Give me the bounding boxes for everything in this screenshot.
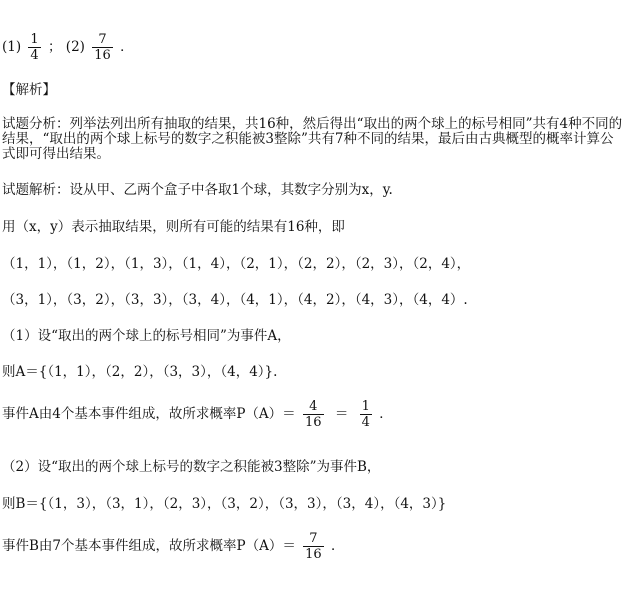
part1-definition: （1）设“取出的两个球上的标号相同”为事件A， <box>2 328 291 344</box>
part1-result-text: 事件A由4个基本事件组成，故所求概率P（A）＝ <box>2 406 296 422</box>
outcomes-row-2: （3，1），（3，2），（3，3），（3，4），（4，1），（4，2），（4，3），（4，4）. <box>2 292 468 308</box>
part2-fraction <box>303 531 324 562</box>
answer2-denominator: 16 <box>94 48 111 63</box>
outcomes-intro: 用（x，y）表示抽取结果，则所有可能的结果有16种，即 <box>2 219 345 235</box>
outcomes-row-1: （1，1），（1，2），（1，3），（1，4），（2，1），（2，2），（2，3），（2，4）， <box>2 256 471 272</box>
part2-end: ． <box>330 538 345 554</box>
part1-set: 则A＝{（1，1），（2，2），（3，3），（4，4）}. <box>2 364 278 380</box>
answer-part1-label: (1) <box>2 39 22 55</box>
part1-fraction-raw <box>303 399 324 430</box>
analysis-paragraph: 试题分析：列举法列出所有抽取的结果，共16种，然后得出“取出的两个球上的标号相同”共有4种不同的结果，“取出的两个球上标号的数字之积能被3整除”共有7种不同的结果，最后由古典概型的概率计算公式即可得出结果。 <box>2 116 623 162</box>
part2-definition: （2）设“取出的两个球上标号的数字之积能被3整除”为事件B， <box>2 459 381 475</box>
part1-fraction-simplified-numerator: 1 <box>361 399 370 414</box>
solution-intro: 试题解析：设从甲、乙两个盒子中各取1个球，其数字分别为x，y. <box>2 182 393 198</box>
answer-part2-label: (2) <box>65 39 85 55</box>
answer-separator: ； <box>48 39 62 55</box>
answer2-fraction <box>92 32 113 63</box>
answer1-numerator: 1 <box>30 32 39 47</box>
answer-line <box>2 32 134 63</box>
part1-fraction-simplified-denominator: 4 <box>361 415 370 430</box>
answer1-fraction <box>28 32 40 63</box>
part1-fraction-raw-denominator: 16 <box>304 415 322 430</box>
part2-result-text: 事件B由7个基本事件组成，故所求概率P（A）＝ <box>2 538 296 554</box>
part1-end: ． <box>379 406 393 422</box>
part1-equals: ＝ <box>334 406 349 422</box>
part1-result <box>2 399 393 430</box>
part2-set: 则B＝{（1，3），（3，1），（2，3），（3，2），（3，3），（3，4），（4，3）} <box>2 496 447 512</box>
part1-fraction-raw-numerator: 4 <box>309 399 318 414</box>
answer-end: ． <box>120 39 134 55</box>
part2-result <box>2 531 344 562</box>
part2-fraction-numerator: 7 <box>309 531 318 546</box>
section-title: 【解析】 <box>2 82 56 98</box>
answer2-numerator: 7 <box>98 32 107 47</box>
part2-fraction-denominator: 16 <box>305 547 322 562</box>
part1-fraction-simplified <box>360 399 372 430</box>
answer1-denominator: 4 <box>30 48 39 63</box>
